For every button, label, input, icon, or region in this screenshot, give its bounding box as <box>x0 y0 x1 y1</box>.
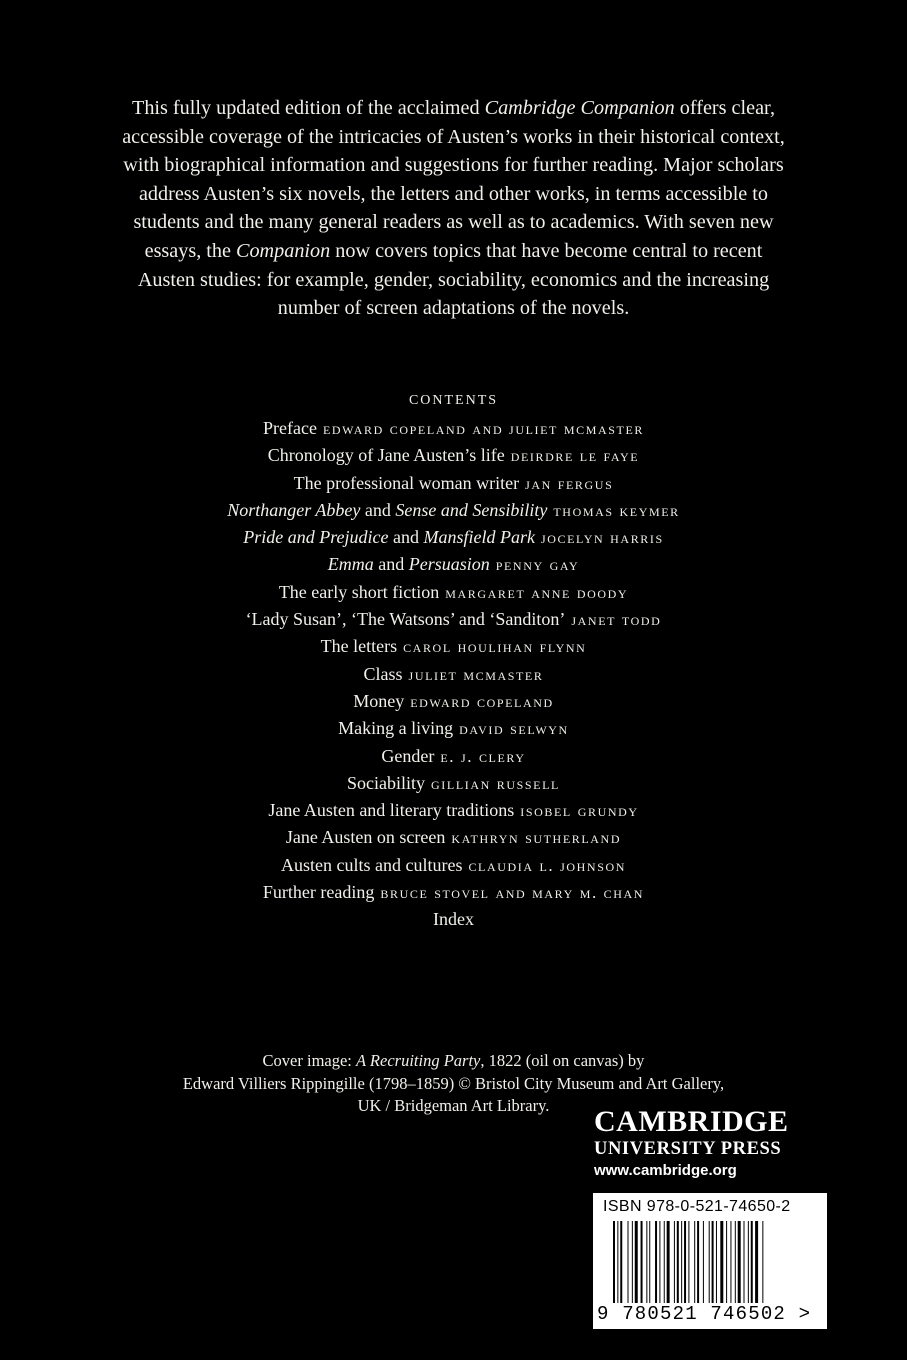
isbn-barcode <box>593 1193 827 1329</box>
contents-entry <box>0 824 907 851</box>
contents-entry-title: Money <box>353 690 405 711</box>
contents-entry-title: The letters <box>320 636 398 657</box>
barcode-bar <box>730 1221 731 1303</box>
contents-entry <box>0 415 907 442</box>
barcode-bar <box>726 1221 727 1303</box>
contents-entry-author: carol houlihan flynn <box>403 637 587 657</box>
contents-entry-author: thomas keymer <box>553 500 680 520</box>
barcode-bar <box>667 1221 670 1303</box>
contents-entry-title: Further reading <box>262 882 375 903</box>
publisher-name: CAMBRIDGE <box>594 1105 789 1138</box>
contents-entry <box>0 606 907 633</box>
barcode-bar <box>674 1221 675 1303</box>
barcode-bar <box>681 1221 682 1303</box>
barcode-bar <box>712 1221 714 1303</box>
contents-entry-title: The early short fiction <box>278 581 440 602</box>
contents-entry-title: The professional woman writer <box>293 472 520 493</box>
contents-entry-author: margaret anne doody <box>445 582 629 602</box>
contents-entry <box>0 906 907 933</box>
contents-entry-title: Austen cults and cultures <box>280 854 463 875</box>
contents-entry-title: Preface <box>263 418 317 438</box>
barcode-bar <box>697 1221 699 1303</box>
contents-entry <box>0 497 907 524</box>
contents-entry-title: Emma and Persuasion <box>327 554 490 575</box>
contents-entry-author: deirdre le faye <box>510 446 640 466</box>
barcode-bars <box>613 1221 807 1303</box>
barcode-bar <box>751 1221 753 1303</box>
barcode-bar <box>649 1221 650 1303</box>
barcode-bar <box>703 1221 704 1303</box>
contents-entry <box>0 551 907 578</box>
contents-entry <box>0 715 907 742</box>
contents-entry-title: Northanger Abbey and Sense and Sensibility <box>227 499 548 520</box>
publisher-logo <box>594 1106 834 1182</box>
barcode-bar <box>655 1221 657 1303</box>
barcode-bar <box>688 1221 689 1303</box>
barcode-bar <box>748 1221 749 1303</box>
contents-entry <box>0 852 907 879</box>
contents-entry-title: Index <box>433 909 474 930</box>
contents-entry-title: Gender <box>381 745 435 766</box>
contents-entry-author: janet todd <box>571 610 662 630</box>
contents-entry <box>0 661 907 688</box>
contents-entry <box>0 688 907 715</box>
isbn-label: ISBN 978-0-521-74650-2 <box>603 1198 791 1215</box>
barcode-bar <box>762 1221 763 1303</box>
contents-entry-author: kathryn sutherland <box>451 828 622 848</box>
contents-entry-title: Jane Austen and literary traditions <box>268 800 515 821</box>
cover-image-credit: Cover image: A Recruiting Party, 1822 (oil on canvas) by Edward Villiers Rippingille (1798–1859) © Bristol City Museum and Art Gallery, UK / Bridgeman Art Library. <box>182 1051 725 1115</box>
contents-entry <box>0 442 907 469</box>
barcode-bar <box>735 1221 736 1303</box>
barcode-digits: 9 780521 746502 > <box>597 1303 812 1325</box>
contents-entry-title: Chronology of Jane Austen’s life <box>267 445 505 466</box>
contents-entry-author: david selwyn <box>459 719 569 739</box>
barcode-bar <box>646 1221 647 1303</box>
contents-entry-title: Class <box>363 663 403 684</box>
barcode-bar <box>613 1221 615 1303</box>
contents-heading: CONTENTS <box>408 393 499 408</box>
contents-entry-author: jan fergus <box>525 473 614 493</box>
contents-entry-author: edward copeland and juliet mcmaster <box>322 419 644 438</box>
contents-entry <box>0 524 907 551</box>
barcode-bar <box>632 1221 633 1303</box>
barcode-bar <box>738 1221 741 1303</box>
contents-entry <box>0 797 907 824</box>
contents-entry-author: bruce stovel and mary m. chan <box>380 883 645 903</box>
barcode-bar <box>720 1221 723 1303</box>
contents-entry-author: penny gay <box>495 555 580 575</box>
contents-entry-title: Jane Austen on screen <box>285 827 446 848</box>
publisher-subtitle: UNIVERSITY PRESS <box>594 1139 782 1159</box>
contents-entry-title: ‘Lady Susan’, ‘The Watsons’ and ‘Sanditon’ <box>245 609 566 630</box>
barcode-bar <box>709 1221 710 1303</box>
barcode-bar <box>694 1221 695 1303</box>
blurb-paragraph: This fully updated edition of the acclaimed Cambridge Companion offers clear, accessible coverage of the intricacies of Austen’s works in their historical context, with biographical information and suggestions for further reading. Major scholars address Austen’s six novels, the letters and other works, in terms accessible to students and the many general readers as well as to academics. With seven new essays, the Companion now covers topics that have become central to recent Austen studies: for example, gender, sociability, economics and the increasing number of screen adaptations of the novels. <box>122 97 785 320</box>
barcode-bar <box>716 1221 717 1303</box>
contents-entry-title: Pride and Prejudice and Mansfield Park <box>243 527 535 548</box>
contents-entry-author: claudia l. johnson <box>468 855 627 875</box>
contents-entry <box>0 579 907 606</box>
contents-list <box>0 415 907 934</box>
contents-entry <box>0 743 907 770</box>
barcode-bar <box>659 1221 660 1303</box>
barcode-bar <box>635 1221 638 1303</box>
publisher-url: www.cambridge.org <box>594 1162 737 1179</box>
contents-entry-author: edward copeland <box>410 691 554 711</box>
barcode-bar <box>677 1221 679 1303</box>
barcode-bar <box>617 1221 618 1303</box>
contents-entry-author: juliet mcmaster <box>408 664 544 684</box>
barcode-bar <box>684 1221 686 1303</box>
barcode-bar <box>664 1221 665 1303</box>
barcode-bar <box>628 1221 629 1303</box>
barcode-bar <box>755 1221 758 1303</box>
barcode-bar <box>620 1221 622 1303</box>
contents-entry-author: gillian russell <box>431 773 560 793</box>
contents-entry-author: isobel grundy <box>520 801 639 821</box>
contents-entry <box>0 470 907 497</box>
contents-entry-title: Sociability <box>347 772 426 793</box>
contents-entry <box>0 633 907 660</box>
contents-entry-title: Making a living <box>338 718 454 739</box>
barcode-bar <box>641 1221 643 1303</box>
contents-entry-author: e. j. clery <box>440 746 526 766</box>
contents-entry <box>0 879 907 906</box>
contents-entry-author: jocelyn harris <box>540 528 664 548</box>
barcode-bar <box>744 1221 745 1303</box>
contents-entry <box>0 770 907 797</box>
